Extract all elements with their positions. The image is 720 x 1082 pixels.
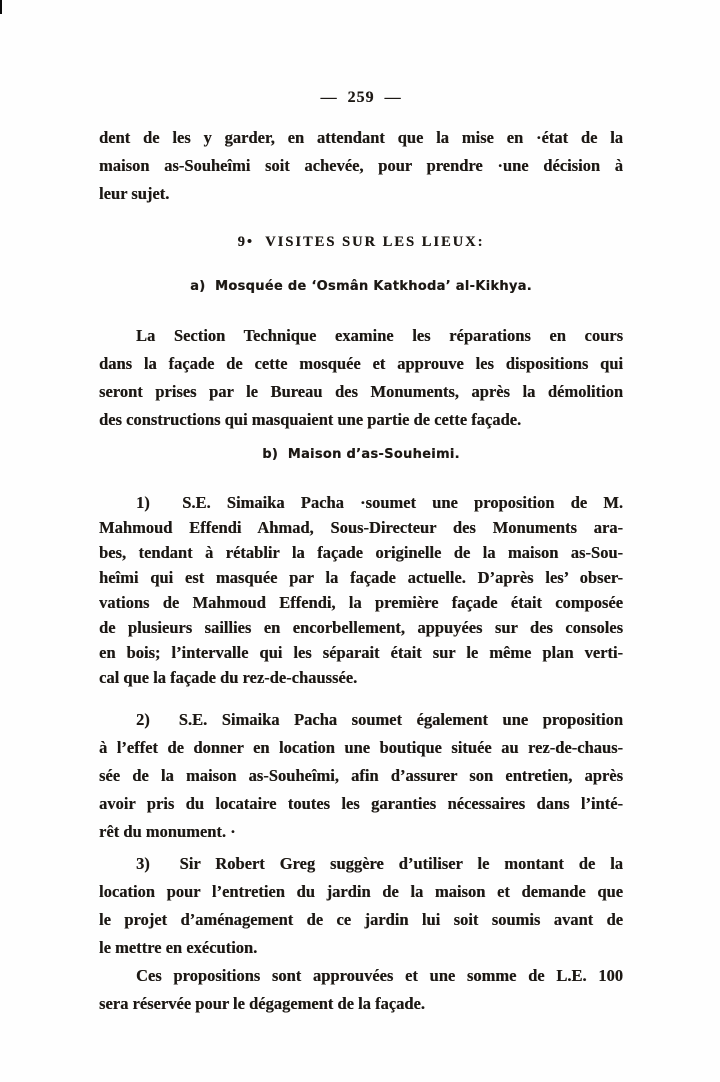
text-line: à l’effet de donner en location une boutique située au rez-de-chaus- <box>99 738 623 757</box>
text-line: seront prises par le Bureau des Monuments, après la démolition <box>99 382 623 401</box>
text-block <box>99 0 623 1018</box>
approval-paragraph <box>99 962 623 1018</box>
text-line: 1) S.E. Simaika Pacha ·soumet une proposition de M. <box>136 493 623 512</box>
text-line: sée de la maison as-Souheîmi, afin d’assurer son entretien, après <box>99 766 623 785</box>
text-line: maison as-Souheîmi soit achevée, pour prendre ·une décision à <box>99 156 623 175</box>
text-line: sera réservée pour le dégagement de la façade. <box>99 994 425 1013</box>
mosquee-paragraph <box>99 322 623 434</box>
mosquee-subheading: a) Mosquée de ‘Osmân Katkhoda’ al-Kikhya. <box>190 279 532 294</box>
text-line: le mettre en exécution. <box>99 938 258 957</box>
maison-subheading: b) Maison d’as-Souheimi. <box>262 447 460 462</box>
text-line: dent de les y garder, en attendant que la mise en ·état de la <box>99 128 623 147</box>
text-line: dans la façade de cette mosquée et approuve les dispositions qui <box>99 354 623 373</box>
text-line: vations de Mahmoud Effendi, la première façade était composée <box>99 593 623 612</box>
text-line: heîmi qui est masquée par la façade actuelle. D’après les’ obser- <box>99 568 623 587</box>
proposition-2-paragraph <box>99 706 623 846</box>
scan-artifact-mark <box>0 0 2 14</box>
text-line: leur sujet. <box>99 184 170 203</box>
visites-section-heading: 9• VISITES SUR LES LIEUX: <box>237 234 485 250</box>
proposition-1-paragraph <box>99 490 623 690</box>
text-line: des constructions qui masquaient une partie de cette façade. <box>99 410 522 429</box>
page-number: — 259 — <box>320 89 402 106</box>
text-line: le projet d’aménagement de ce jardin lui soit soumis avant de <box>99 910 623 929</box>
text-line: 3) Sir Robert Greg suggère d’utiliser le montant de la <box>136 854 623 873</box>
text-line: en bois; l’intervalle qui les séparait était sur le même plan verti- <box>99 643 623 662</box>
text-line: avoir pris du locataire toutes les garanties nécessaires dans l’inté- <box>99 794 623 813</box>
intro-paragraph <box>99 124 623 208</box>
text-line: bes, tendant à rétablir la façade originelle de la maison as-Sou- <box>99 543 623 562</box>
text-line: de plusieurs saillies en encorbellement, appuyées sur des consoles <box>99 618 623 637</box>
text-line: 2) S.E. Simaika Pacha soumet également une proposition <box>136 710 623 729</box>
text-line: Ces propositions sont approuvées et une somme de L.E. 100 <box>136 966 623 985</box>
text-line: La Section Technique examine les réparations en cours <box>136 326 623 345</box>
text-line: Mahmoud Effendi Ahmad, Sous-Directeur des Monuments ara- <box>99 518 623 537</box>
proposition-3-paragraph <box>99 850 623 962</box>
text-line: cal que la façade du rez-de-chaussée. <box>99 668 358 687</box>
text-line: rêt du monument. · <box>99 822 236 841</box>
text-line: location pour l’entretien du jardin de la maison et demande que <box>99 882 623 901</box>
